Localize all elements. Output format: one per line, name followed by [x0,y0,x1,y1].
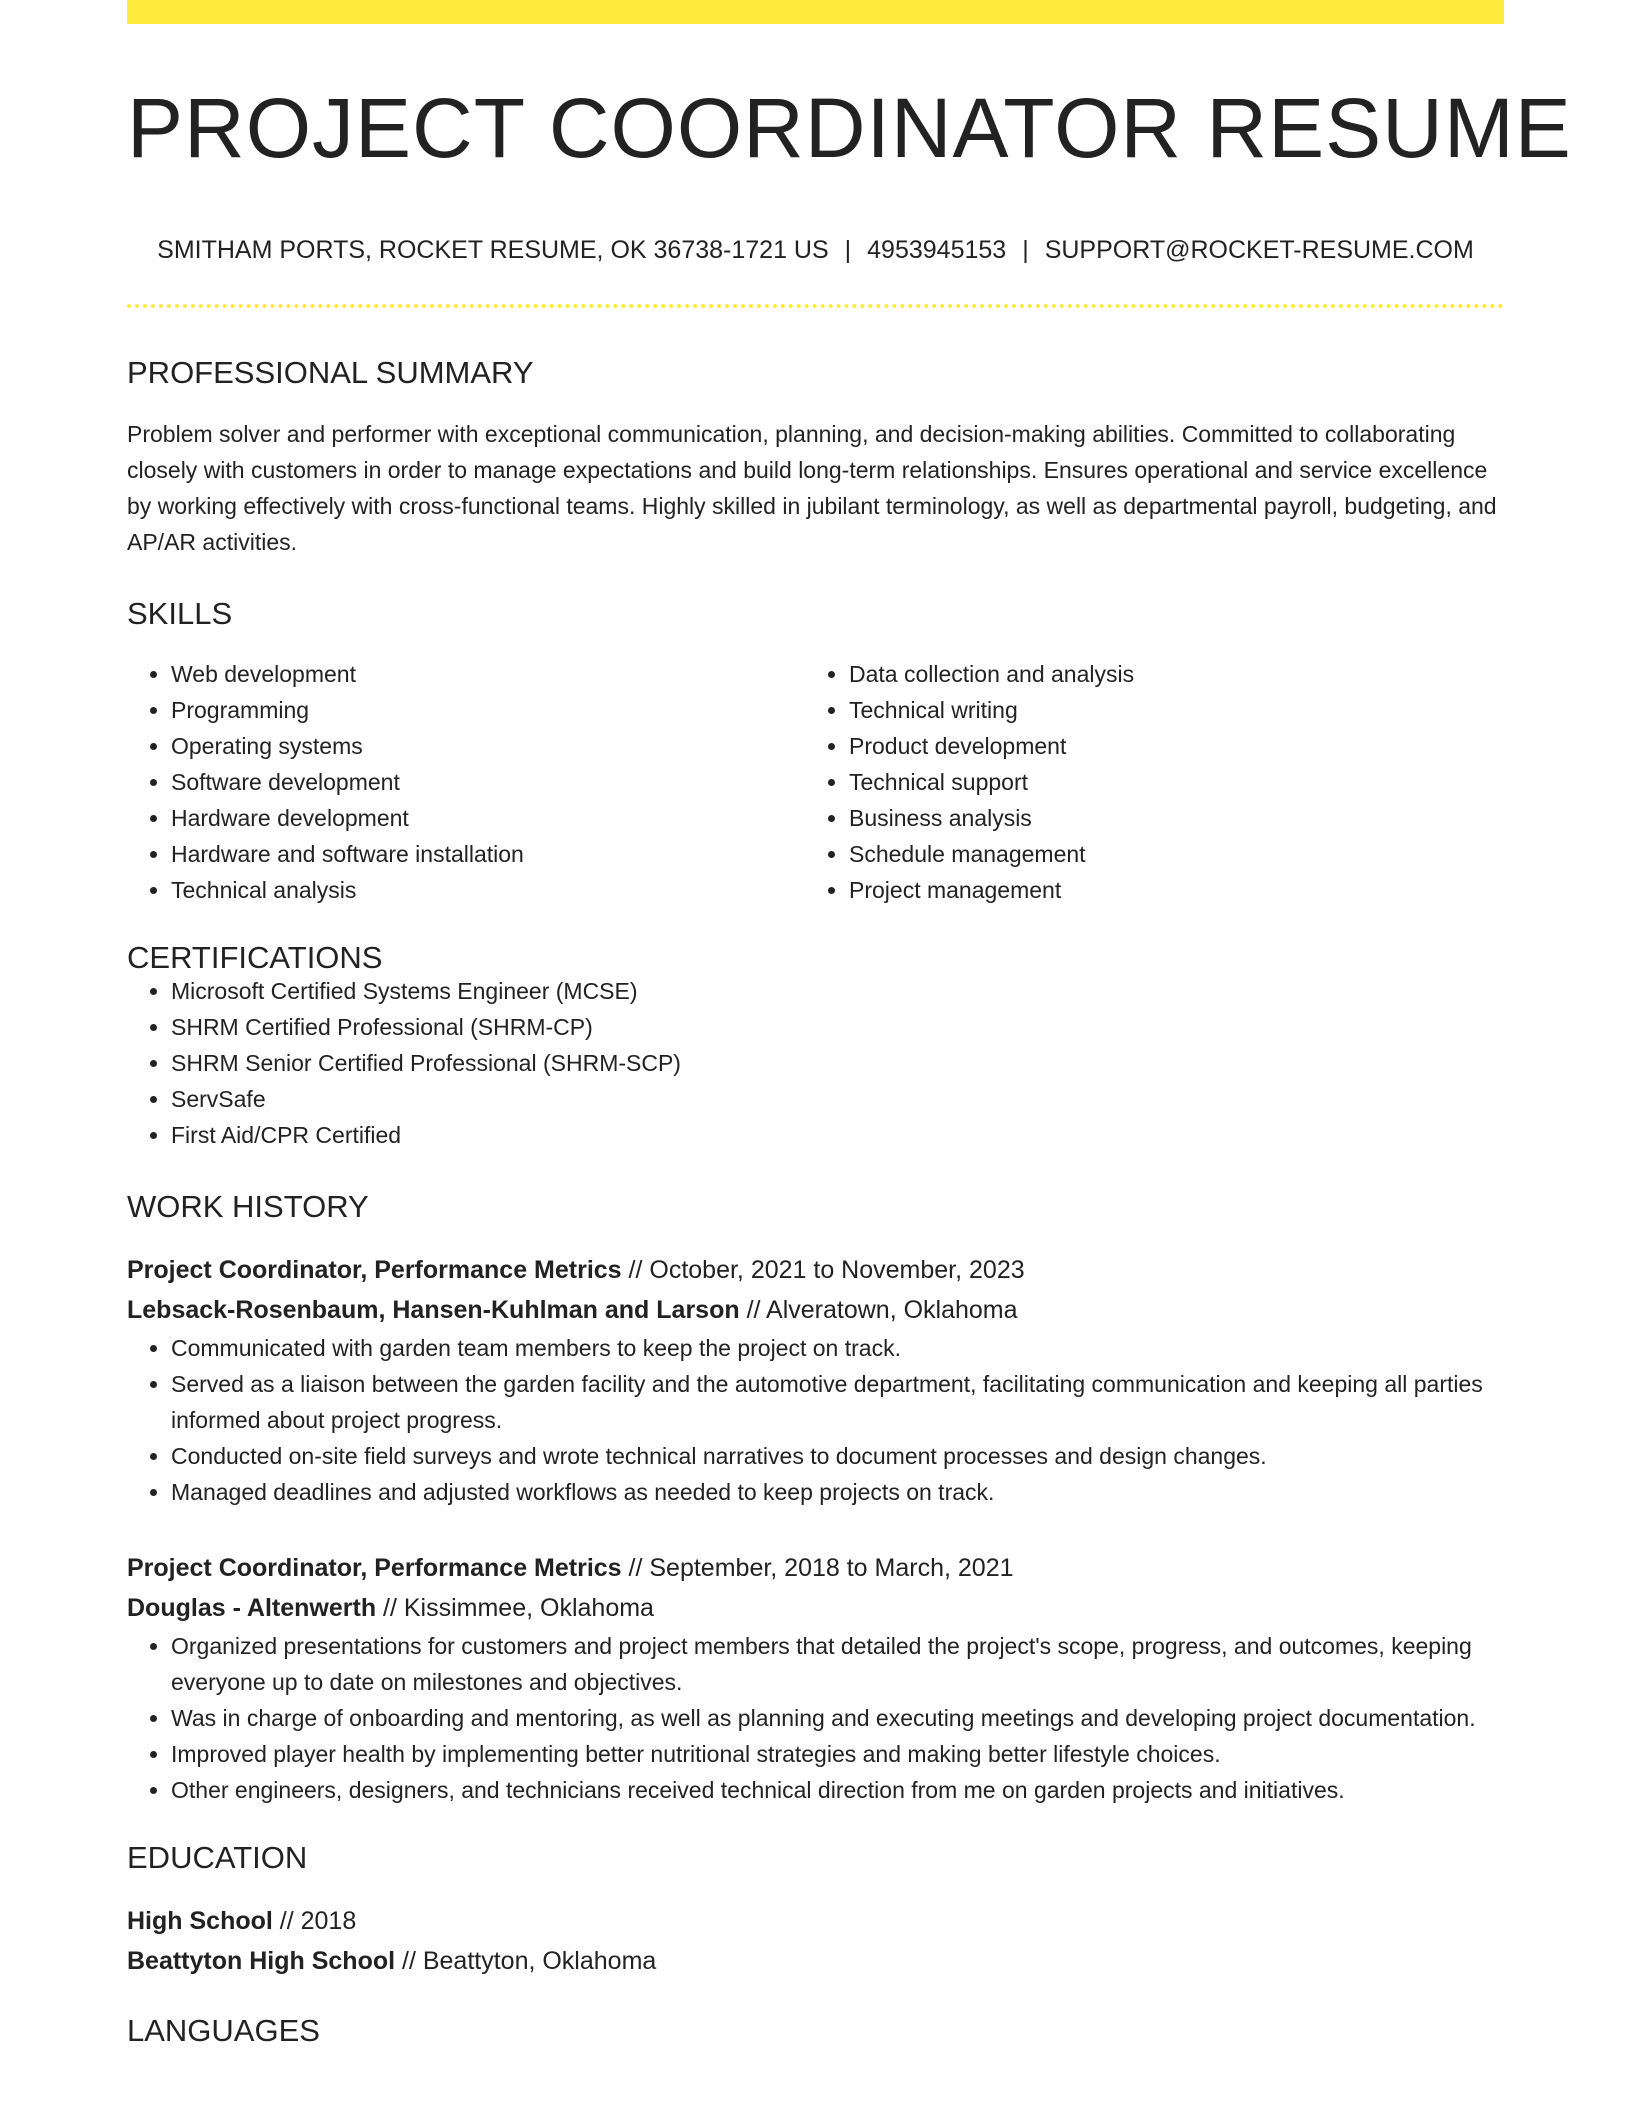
skill-item: • Technical support [849,764,1483,800]
education-location: // Beattyton, Oklahoma [395,1947,657,1975]
job-bullet: • Improved player health by implementing better nutritional strategies and making better lifestyle choices. [171,1736,1504,1772]
certifications-list [127,973,1504,1153]
header-divider [127,304,1504,308]
skill-item: • Hardware development [171,800,805,836]
job-title-line [127,1548,1504,1588]
summary-text: Problem solver and performer with exceptional communication, planning, and decision-making abilities. Committed to collaborating closely with customers in order to manage expectations and build long-term relationships. Ensures operational and service excellence by working effectively with cross-functional teams. Highly skilled in jubilant terminology, as well as departmental payroll, budgeting, and AP/AR activities. [127,421,1497,555]
education-section [127,1842,1504,1981]
section-heading: SKILLS [127,596,233,631]
job-entry [127,1250,1504,1510]
skill-item: • Programming [171,692,805,728]
education-year: // 2018 [272,1907,357,1935]
contact-line [127,238,1504,263]
job-bullet: • Was in charge of onboarding and mentoring, as well as planning and executing meetings and developing project documentation. [171,1700,1504,1736]
job-bullets [127,1330,1504,1510]
education-school: Beattyton High School [127,1947,396,1975]
section-heading: LANGUAGES [127,2013,320,2048]
skills-column-left [127,656,805,908]
contact-phone: 4953945153 [867,236,1007,264]
certification-item: • First Aid/CPR Certified [171,1117,1504,1153]
job-company: Douglas - Altenwerth [127,1594,377,1622]
certification-item: • SHRM Senior Certified Professional (SHRM-SCP) [171,1045,1504,1081]
skill-item: • Product development [849,728,1483,764]
education-degree-line [127,1901,1504,1941]
job-bullet: • Served as a liaison between the garden facility and the automotive department, facilitating communication and keeping all parties informed about project progress. [171,1366,1504,1438]
skills-list [127,656,805,908]
skill-item: • Web development [171,656,805,692]
skill-item: • Schedule management [849,836,1483,872]
job-title-line [127,1250,1504,1290]
contact-separator: | [1022,236,1029,264]
job-location: // Alveratown, Oklahoma [739,1296,1018,1324]
resume-page [127,0,1572,2048]
resume-title: PROJECT COORDINATOR RESUME [127,81,1572,175]
job-dates: // October, 2021 to November, 2023 [621,1256,1025,1284]
job-bullet: • Conducted on-site field surveys and wrote technical narratives to document processes and design changes. [171,1438,1504,1474]
education-entry [127,1901,1504,1981]
job-bullet: • Managed deadlines and adjusted workflows as needed to keep projects on track. [171,1474,1504,1510]
job-title: Project Coordinator, Performance Metrics [127,1256,622,1284]
skills-list [805,656,1483,908]
section-heading: PROFESSIONAL SUMMARY [127,355,534,390]
contact-email[interactable]: SUPPORT@ROCKET-RESUME.COM [1044,236,1474,264]
professional-summary-section [127,357,1504,560]
skills-column-right [805,656,1483,908]
job-bullet: • Communicated with garden team members to keep the project on track. [171,1330,1504,1366]
contact-separator: | [844,236,852,264]
section-heading: EDUCATION [127,1840,308,1875]
job-bullet: • Organized presentations for customers and project members that detailed the project's scope, progress, and outcomes, keeping everyone up to date on milestones and objectives. [171,1628,1504,1700]
accent-top-bar [127,0,1504,24]
education-degree: High School [127,1907,273,1935]
education-school-line [127,1941,1504,1981]
skills-columns [127,656,1504,908]
section-heading: CERTIFICATIONS [127,940,383,975]
job-title: Project Coordinator, Performance Metrics [127,1554,622,1582]
skills-section [127,598,1504,908]
skill-item: • Technical writing [849,692,1483,728]
job-location: // Kissimmee, Oklahoma [376,1594,654,1622]
languages-section [127,2015,1504,2046]
skill-item: • Operating systems [171,728,805,764]
certification-item: • SHRM Certified Professional (SHRM-CP) [171,1009,1504,1045]
job-bullet: • Other engineers, designers, and technicians received technical direction from me on garden projects and initiatives. [171,1772,1504,1808]
skill-item: • Technical analysis [171,872,805,908]
job-entry [127,1548,1504,1808]
certifications-section [127,942,1504,1153]
section-heading: WORK HISTORY [127,1189,369,1224]
job-bullets [127,1628,1504,1808]
skill-item: • Hardware and software installation [171,836,805,872]
job-company: Lebsack-Rosenbaum, Hansen-Kuhlman and Larson [127,1296,740,1324]
certification-item: • Microsoft Certified Systems Engineer (MCSE) [171,973,1504,1009]
contact-address: SMITHAM PORTS, ROCKET RESUME, OK 36738-1721 US [157,236,829,264]
certification-item: • ServSafe [171,1081,1504,1117]
job-company-line [127,1290,1504,1330]
skill-item: • Project management [849,872,1483,908]
work-history-section [127,1191,1504,1808]
skill-item: • Software development [171,764,805,800]
skill-item: • Business analysis [849,800,1483,836]
job-company-line [127,1588,1504,1628]
job-dates: // September, 2018 to March, 2021 [621,1554,1014,1582]
skill-item: • Data collection and analysis [849,656,1483,692]
